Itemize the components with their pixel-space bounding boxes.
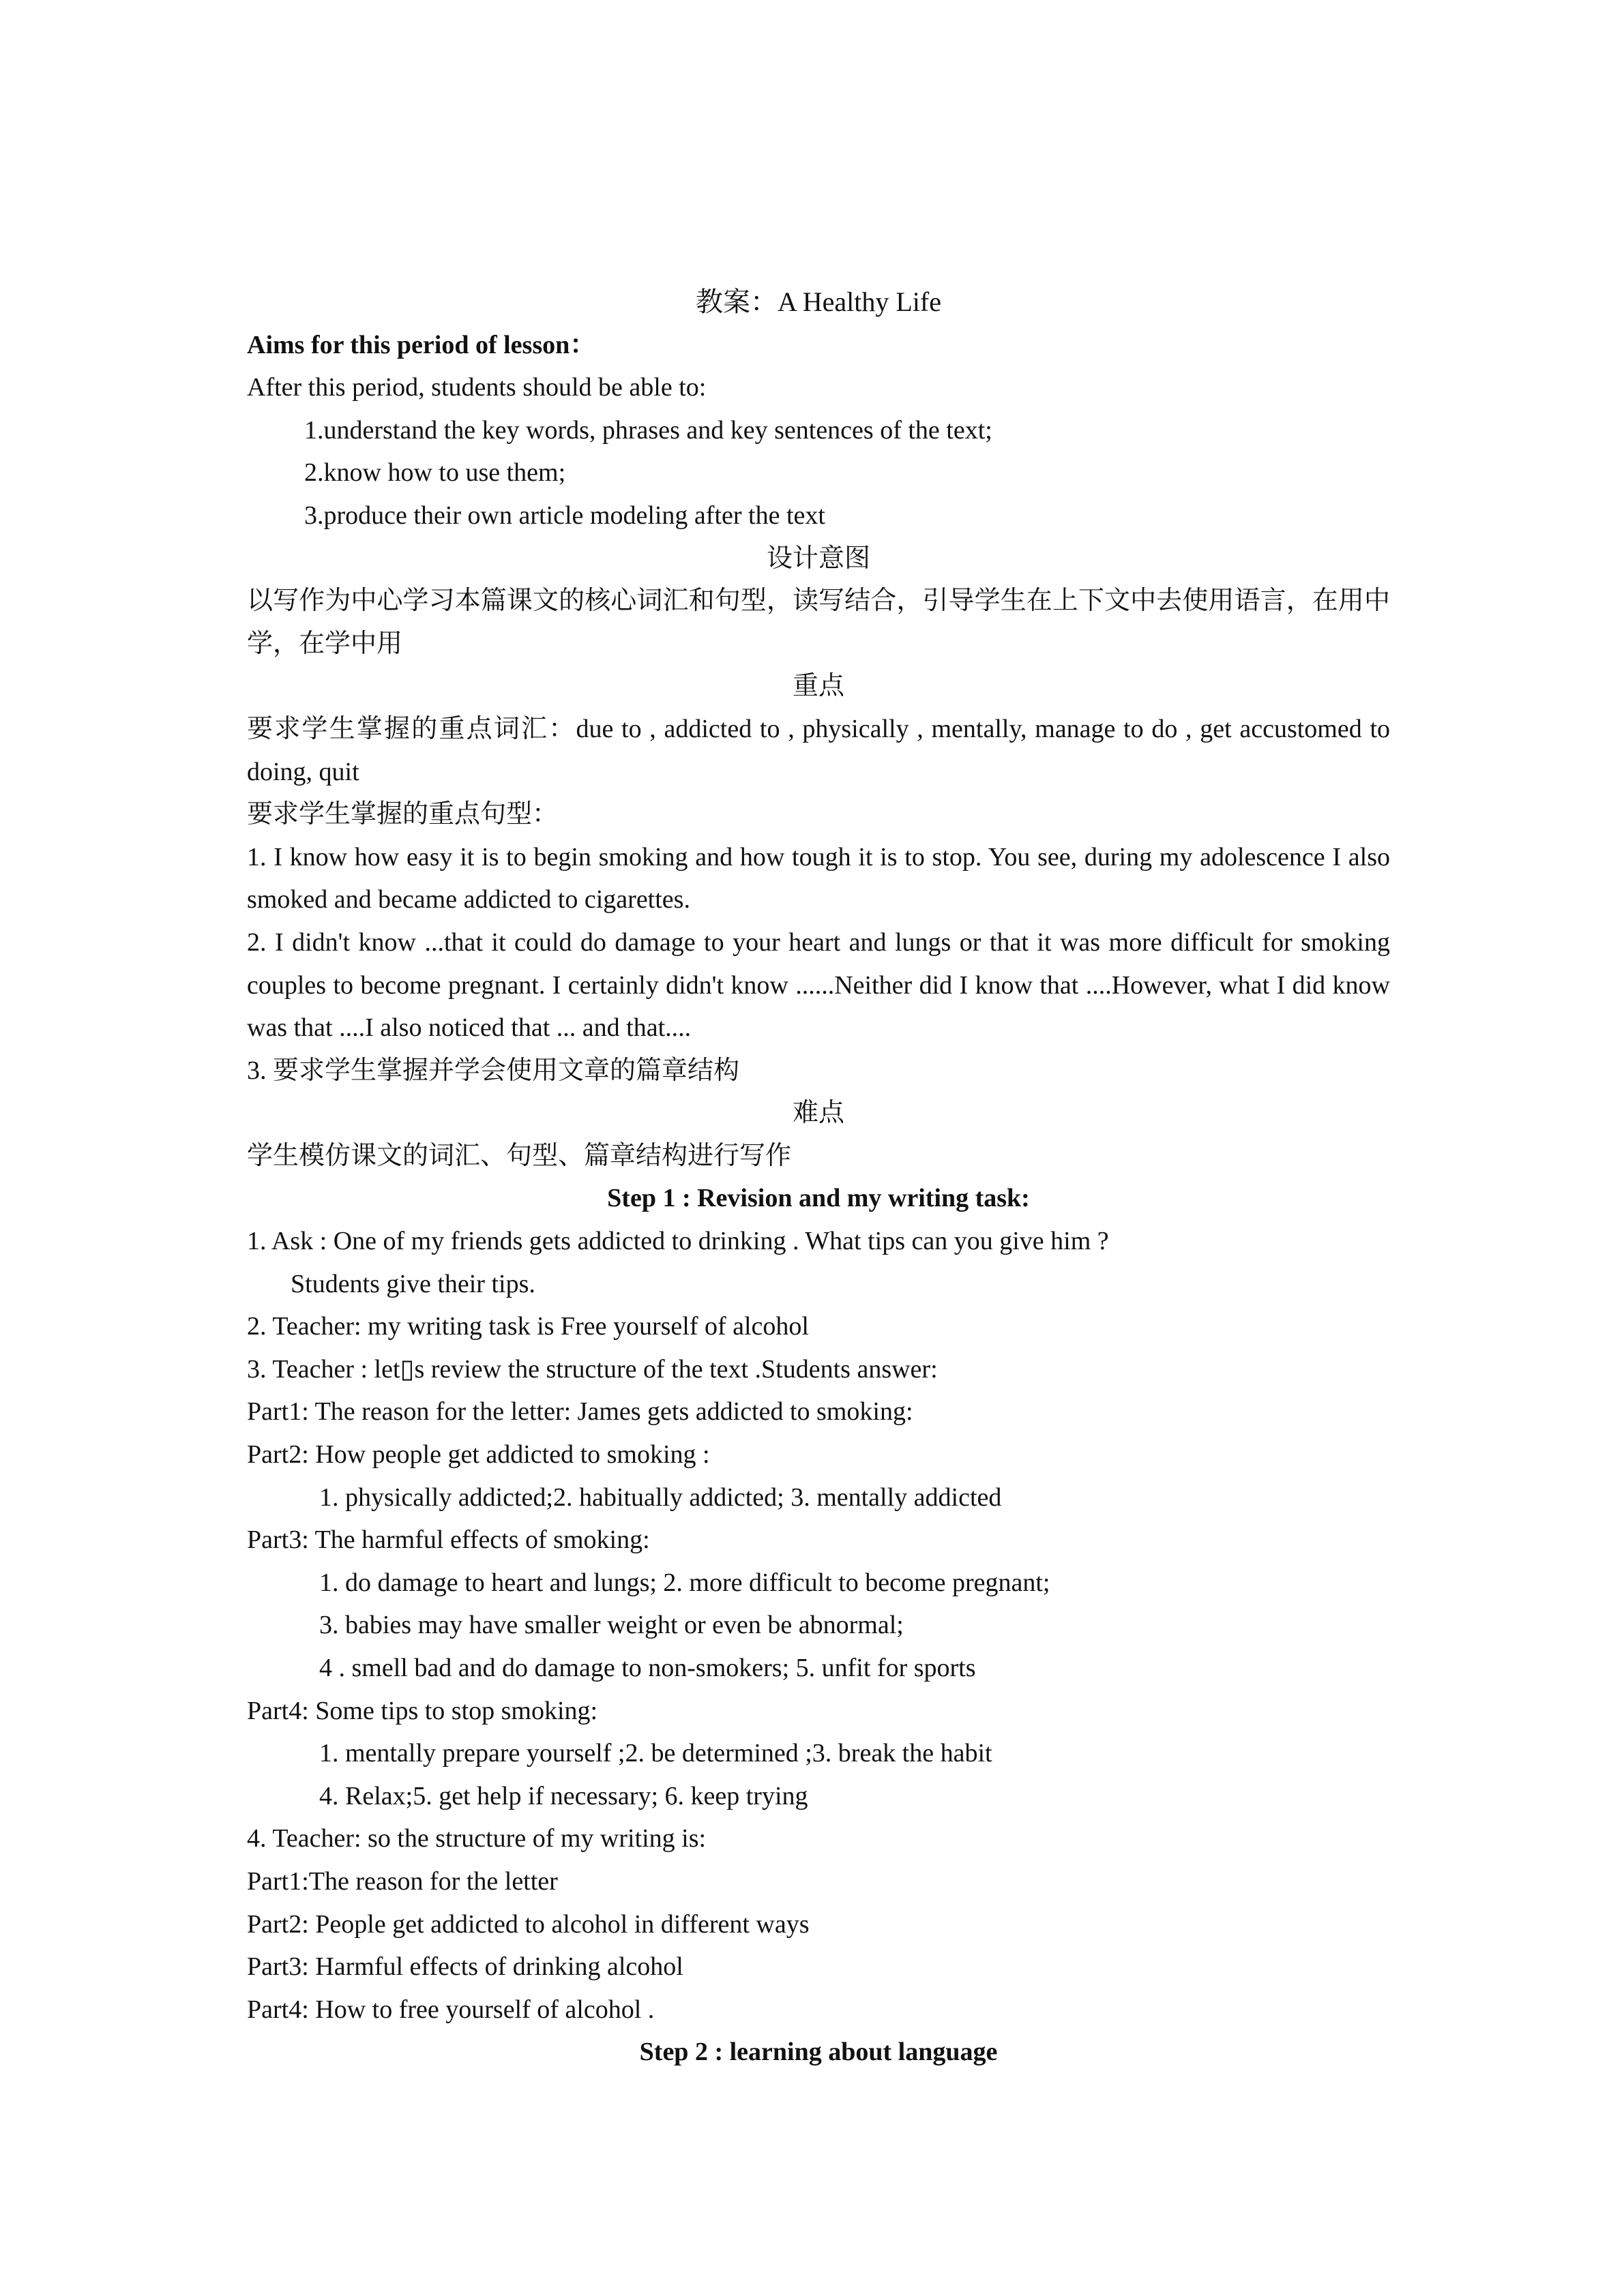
aims-heading: Aims for this period of lesson： <box>247 330 596 359</box>
key-sentence-1: 1. I know how easy it is to begin smoking and how tough it is to stop. You see, during my adolescence I also smoked and became addicted to cigarettes. <box>247 842 1390 914</box>
step2-heading: Step 2 : learning about language <box>639 2038 998 2067</box>
key-sentence-2: 2. I didn't know ...that it could do damage to your heart and lungs or that it was more difficult for smoking couples to become pregnant. I certainly didn't know ......Neither did I know that ....However, what I did know was that ....I also noticed that ... and that.... <box>247 927 1390 1043</box>
aims-intro: After this period, students should be able to: <box>247 373 707 402</box>
step1-teacher-review: 3. Teacher : let▯s review the structure of the text .Students answer: <box>247 1354 938 1384</box>
key-structure: 3. 要求学生掌握并学会使用文章的篇章结构 <box>247 1056 740 1085</box>
difficult-points-heading: 难点 <box>792 1099 844 1128</box>
key-points-heading: 重点 <box>792 672 844 701</box>
structure-part2-item: 1. physically addicted;2. habitually addicted; 3. mentally addicted <box>319 1482 1002 1512</box>
structure-part4-item: 1. mentally prepare yourself ;2. be determined ;3. break the habit <box>319 1739 992 1768</box>
structure-part4: Part4: Some tips to stop smoking: <box>247 1696 598 1725</box>
design-text: 以写作为中心学习本篇课文的核心词汇和句型，读写结合，引导学生在上下文中去使用语言，在用中学，在学中用 <box>247 586 1390 658</box>
step1-teacher-task: 2. Teacher: my writing task is Free yourself of alcohol <box>247 1312 809 1341</box>
step1-ask: 1. Ask : One of my friends gets addicted to drinking . What tips can you give him ? <box>247 1227 1109 1256</box>
structure-part3: Part3: The harmful effects of smoking: <box>247 1525 650 1555</box>
structure-part4-item: 4. Relax;5. get help if necessary; 6. keep trying <box>319 1781 808 1810</box>
step1-teacher-structure: 4. Teacher: so the structure of my writing is: <box>247 1824 707 1853</box>
writing-part2: Part2: People get addicted to alcohol in different ways <box>247 1909 810 1939</box>
structure-part3-item: 3. babies may have smaller weight or even be abnormal; <box>319 1611 904 1640</box>
writing-part4: Part4: How to free yourself of alcohol . <box>247 1995 655 2024</box>
step1-heading: Step 1 : Revision and my writing task: <box>607 1184 1030 1213</box>
structure-part3-item: 4 . smell bad and do damage to non-smokers; 5. unfit for sports <box>319 1654 976 1682</box>
structure-part2: Part2: How people get addicted to smoking : <box>247 1440 710 1470</box>
aim-item-1: 1.understand the key words, phrases and key sentences of the text; <box>304 415 992 445</box>
key-sentences-label: 要求学生掌握的重点句型： <box>247 800 559 829</box>
aim-item-2: 2.know how to use them; <box>304 458 566 488</box>
key-vocabulary: 要求学生掌握的重点词汇：due to , addicted to , physically , mentally, manage to do , get accustomed to doing, quit <box>247 714 1390 786</box>
writing-part1: Part1:The reason for the letter <box>247 1866 558 1896</box>
difficult-points-text: 学生模仿课文的词汇、句型、篇章结构进行写作 <box>247 1141 792 1170</box>
step1-students-tips: Students give their tips. <box>291 1269 535 1298</box>
writing-part3: Part3: Harmful effects of drinking alcohol <box>247 1952 683 1982</box>
document-title: 教案：A Healthy Life <box>696 286 941 317</box>
design-heading: 设计意图 <box>766 543 870 573</box>
lesson-plan-page <box>247 281 1390 2074</box>
structure-part3-item: 1. do damage to heart and lungs; 2. more difficult to become pregnant; <box>319 1568 1050 1597</box>
structure-part1: Part1: The reason for the letter: James gets addicted to smoking: <box>247 1397 913 1427</box>
aim-item-3: 3.produce their own article modeling after the text <box>304 501 825 530</box>
